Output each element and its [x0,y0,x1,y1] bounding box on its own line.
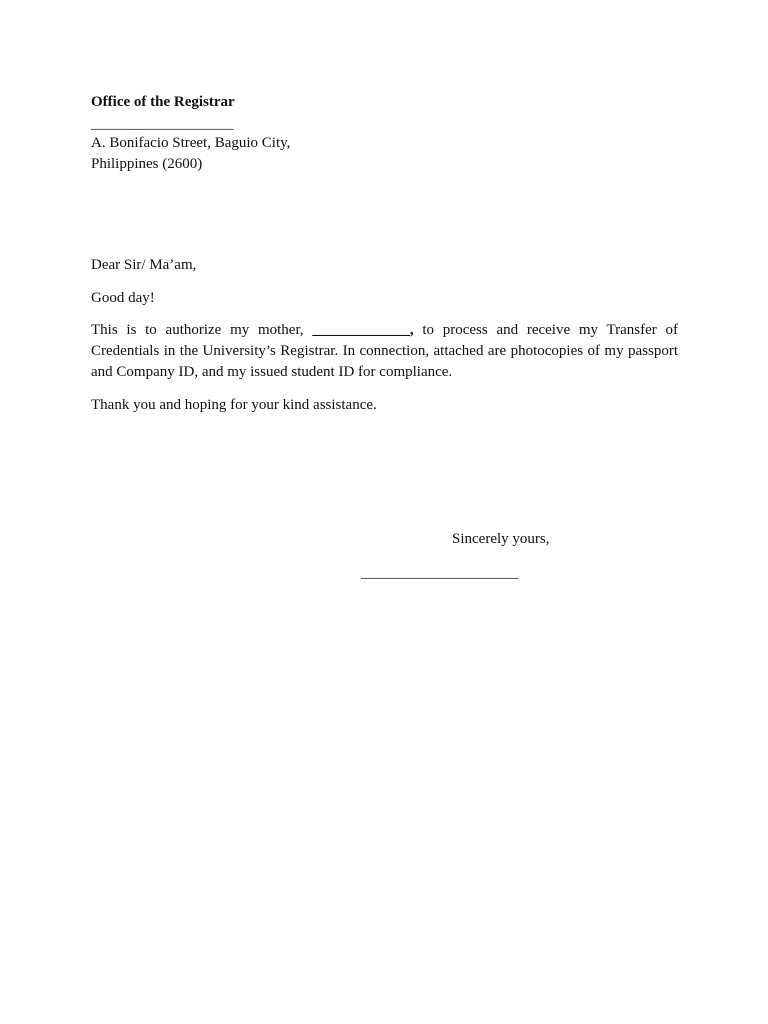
signature-line: _____________________ [361,565,519,581]
address-line-1: A. Bonifacio Street, Baguio City, [91,135,291,151]
recipient-office: Office of the Registrar [91,94,235,110]
body-paragraph [91,320,678,383]
closing-thanks: Thank you and hoping for your kind assistance. [91,397,377,413]
body-text-rest: to process and receive my Transfer of Credentials in the University’s Registrar. In connection, attached are photocopies of my passport and Company ID, and my issued student ID for compliance. [91,322,678,380]
sign-off: Sincerely yours, [452,531,550,547]
salutation: Dear Sir/ Ma’am, [91,257,197,273]
body-text-start: This is to authorize my mother, [91,322,313,338]
greeting: Good day! [91,290,155,306]
address-line-2: Philippines (2600) [91,156,203,172]
recipient-name-blank: ___________________ [91,116,234,132]
mother-name-blank: _____________, [312,322,414,338]
